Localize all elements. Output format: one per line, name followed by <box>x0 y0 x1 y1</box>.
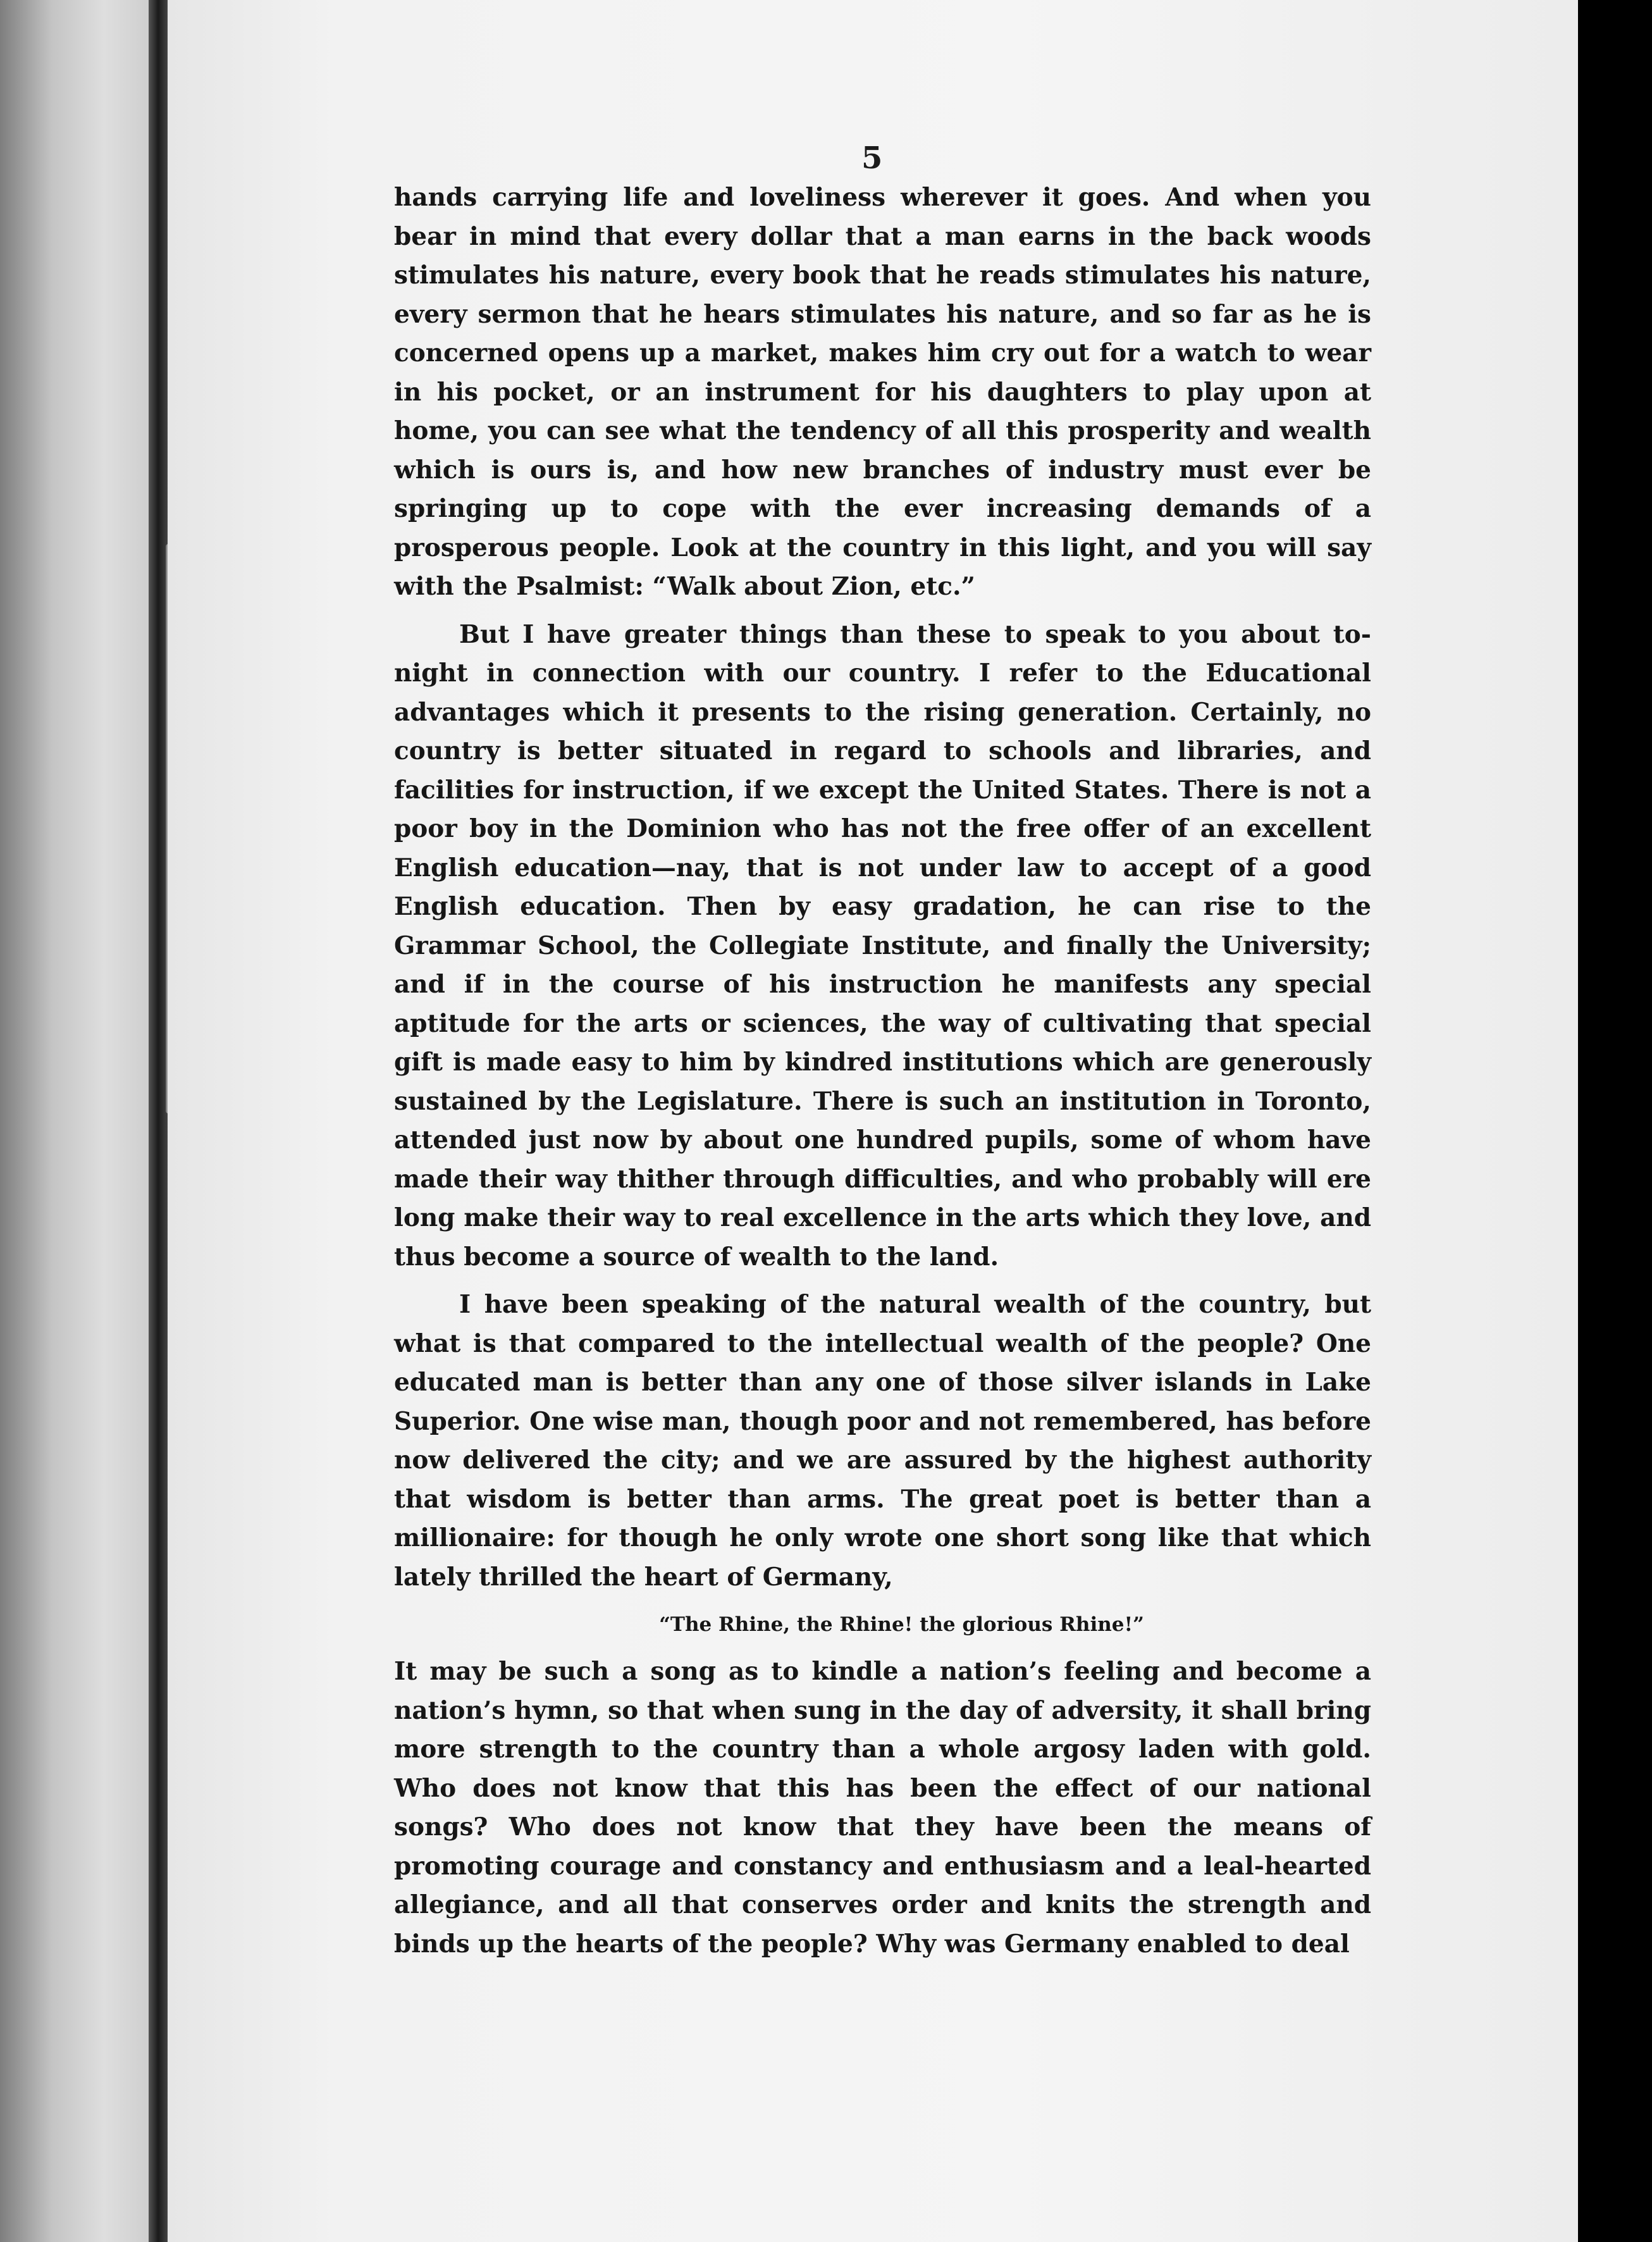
scan-border <box>1578 0 1652 2242</box>
paragraph-education: But I have greater things than these to speak to you about to-night in connection with our country. I refer to the Educational advantages which it presents to the rising generation. Certainly, no country is better situated in regard to schools and libraries, and facilities for instruction, if we except the United States. There is not a poor boy in the Dominion who has not the free offer of an excellent English education—nay, that is not under law to accept of a good English education. Then by easy gradation, he can rise to the Grammar School, the Collegiate Institute, and finally the University; and if in the course of his instruction he manifests any special aptitude for the arts or sciences, the way of cultivating that special gift is made easy to him by kindred institutions which are generously sustained by the Legislature. There is such an institution in Toronto, attended just now by about one hundred pupils, some of whom have made their way thither through difficulties, and who probably will ere long make their way to real excellence in the arts which they love, and thus become a source of wealth to the land. <box>394 619 1371 1272</box>
page-number: 5 <box>861 140 883 176</box>
facing-page-edge <box>0 0 149 2242</box>
paragraph-national-songs: It may be such a song as to kindle a nation’s feeling and become a nation’s hymn, so that when sung in the day of adversity, it shall bring more strength to the country than a whole argosy laden with gold. Who does not know that this has been the effect of our national songs? Who does not know that they have been the means of promoting courage and constancy and enthusiasm and a leal-hearted allegiance, and all that conserves order and knits the strength and binds up the hearts of the people? Why was Germany enabled to deal <box>394 1657 1371 1959</box>
paragraph-intellectual-wealth: I have been speaking of the natural wealth of the country, but what is that compared to the intellectual wealth of the people? One educated man is better than any one of those silver islands in Lake Superior. One wise man, though poor and not remembered, has before now delivered the city; and we are assured by the highest authority that wisdom is better than arms. The great poet is better than a millionaire: for though he only wrote one short song like that which lately thrilled the heart of Germany, <box>394 1290 1371 1592</box>
song-quotation: “The Rhine, the Rhine! the glorious Rhine!” <box>659 1613 1144 1636</box>
body-text <box>394 178 1371 1964</box>
book-gutter <box>149 0 168 2242</box>
paragraph-continued: hands carrying life and loveliness wherever it goes. And when you bear in mind that every dollar that a man earns in the back woods stimulates his nature, every book that he reads stimulates his nature, every sermon that he hears stimulates his nature, and so far as he is concerned opens up a market, makes him cry out for a watch to wear in his pocket, or an instrument for his daughters to play upon at home, you can see what the tendency of all this prosperity and wealth which is ours is, and how new branches of industry must ever be springing up to cope with the ever increasing demands of a prosperous people. Look at the country in this light, and you will say with the Psalmist: “Walk about Zion, etc.” <box>394 183 1371 601</box>
